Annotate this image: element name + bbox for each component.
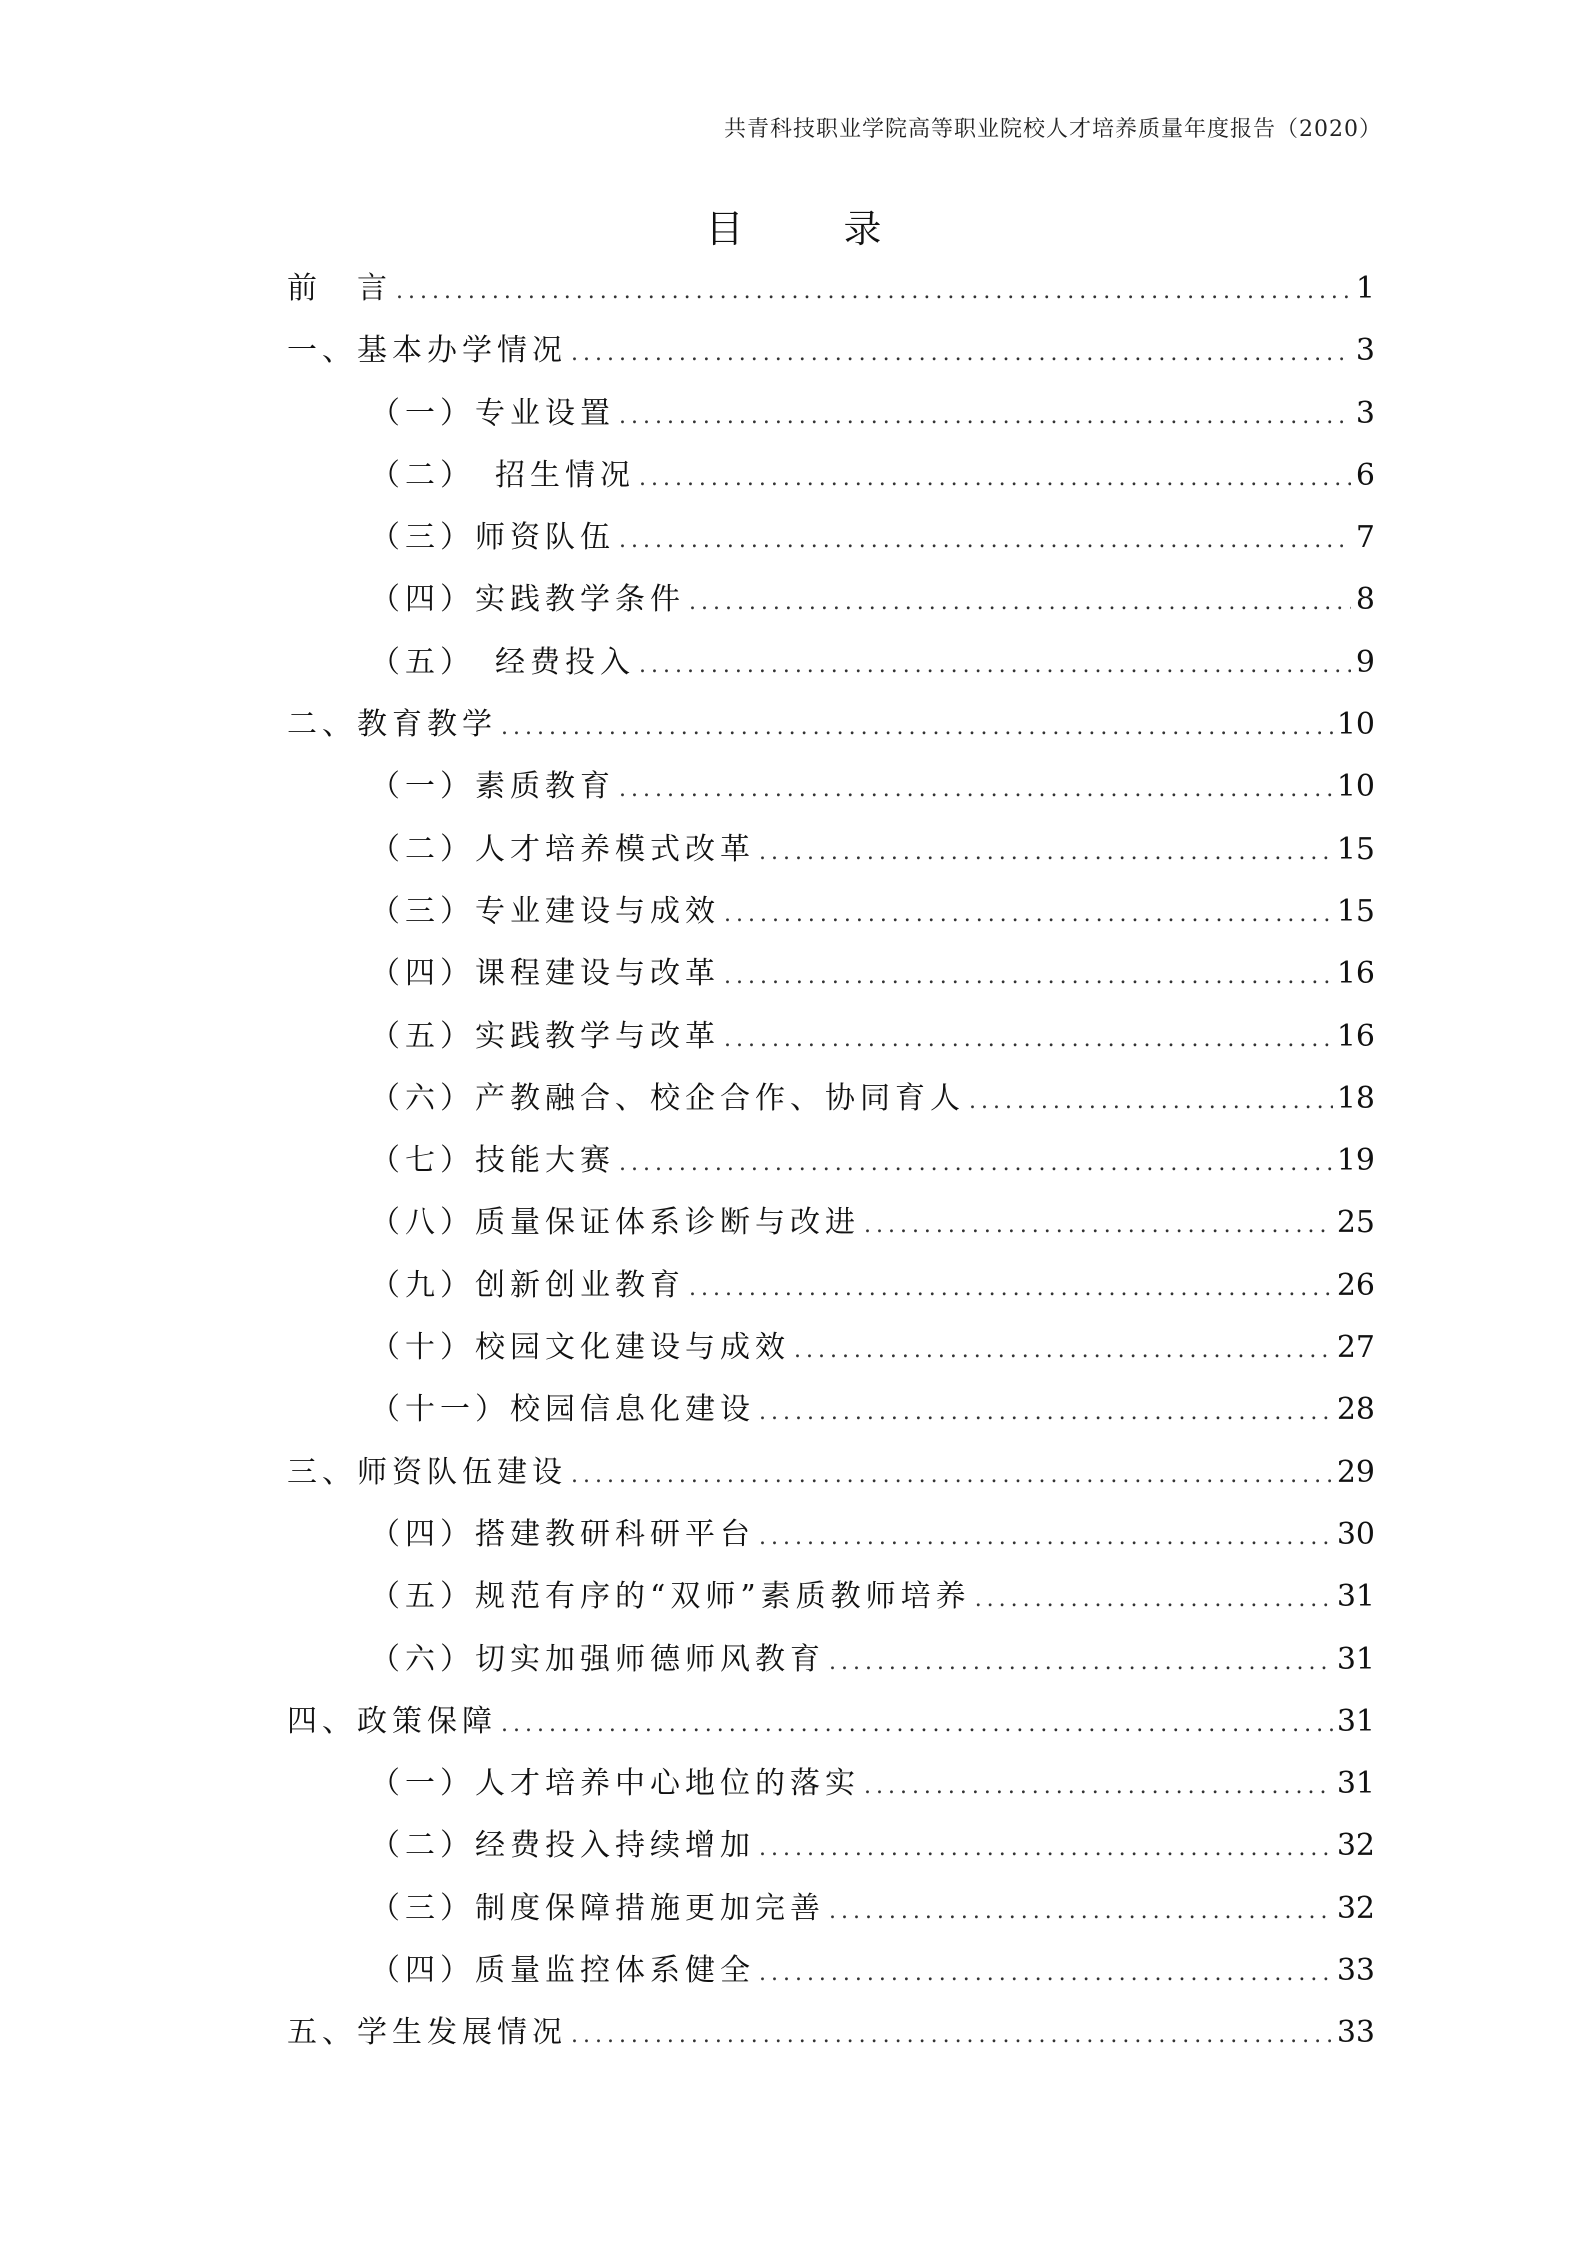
toc-entry-page-number: 27 <box>1336 1330 1375 1366</box>
dot-leader <box>619 510 1351 572</box>
toc-entry-label: （十）校园文化建设与成效 <box>370 1330 790 1366</box>
toc-entry-page-number: 26 <box>1336 1267 1375 1303</box>
toc-entry-page-number: 3 <box>1355 333 1375 369</box>
toc-entry-page-number: 10 <box>1336 769 1375 805</box>
dot-leader <box>724 1009 1333 1071</box>
dot-leader <box>619 759 1333 821</box>
toc-entry[interactable] <box>287 632 1375 694</box>
dot-leader <box>759 822 1333 884</box>
dot-leader <box>501 1694 1333 1756</box>
dot-leader <box>689 1258 1333 1320</box>
toc-entry[interactable] <box>287 1442 1375 1504</box>
toc-entry[interactable] <box>287 1566 1375 1628</box>
toc-entry-label: （二）人才培养模式改革 <box>370 831 755 867</box>
toc-entry-label: 三、师资队伍建设 <box>287 1454 567 1490</box>
toc-entry-page-number: 31 <box>1336 1766 1375 1802</box>
toc-entry-label: （一）专业设置 <box>370 395 615 431</box>
dot-leader <box>975 1569 1333 1631</box>
toc-entry[interactable] <box>287 1753 1375 1815</box>
toc-entry-page-number: 33 <box>1336 1953 1375 1989</box>
toc-entry-page-number: 32 <box>1336 1890 1375 1926</box>
toc-entry[interactable] <box>287 1629 1375 1691</box>
toc-entry-label: （十一）校园信息化建设 <box>370 1392 755 1428</box>
toc-entry-label: （五）实践教学与改革 <box>370 1018 720 1054</box>
toc-entry[interactable] <box>287 507 1375 569</box>
dot-leader <box>829 1632 1333 1694</box>
dot-leader <box>759 1818 1333 1880</box>
dot-leader <box>689 572 1351 634</box>
toc-entry-label: （二） 招生情况 <box>370 457 635 493</box>
toc-entry-label: 二、教育教学 <box>287 707 497 743</box>
dot-leader <box>571 323 1351 385</box>
toc-entry-label: （四）课程建设与改革 <box>370 956 720 992</box>
toc-entry-page-number: 19 <box>1336 1143 1375 1179</box>
toc-entry-label: （四）实践教学条件 <box>370 582 685 618</box>
toc-entry[interactable] <box>287 1130 1375 1192</box>
toc-entry-page-number: 31 <box>1336 1703 1375 1739</box>
toc-entry-label: （五） 经费投入 <box>370 644 635 680</box>
running-header: 共青科技职业学院高等职业院校人才培养质量年度报告（2020） <box>724 117 1382 142</box>
toc-entry-page-number: 33 <box>1336 2015 1375 2051</box>
toc-entry-page-number: 15 <box>1336 893 1375 929</box>
toc-entry[interactable] <box>287 1691 1375 1753</box>
dot-leader <box>501 697 1333 759</box>
dot-leader <box>619 1133 1333 1195</box>
dot-leader <box>639 448 1351 510</box>
dot-leader <box>724 946 1333 1008</box>
toc-entry-page-number: 16 <box>1336 1018 1375 1054</box>
dot-leader <box>759 1507 1333 1569</box>
toc-entry-page-number: 6 <box>1355 457 1375 493</box>
toc-entry-label: （七）技能大赛 <box>370 1143 615 1179</box>
dot-leader <box>969 1071 1333 1133</box>
dot-leader <box>396 261 1351 323</box>
dot-leader <box>829 1881 1333 1943</box>
toc-entry[interactable] <box>287 819 1375 881</box>
dot-leader <box>619 386 1351 448</box>
toc-entry[interactable] <box>287 881 1375 943</box>
toc-entry-label: （四）搭建教研科研平台 <box>370 1516 755 1552</box>
toc-entry-page-number: 1 <box>1355 271 1375 306</box>
toc-entry[interactable] <box>287 1379 1375 1441</box>
toc-entry-page-number: 29 <box>1336 1454 1375 1490</box>
toc-entry-label: 一、基本办学情况 <box>287 333 567 369</box>
toc-entry-page-number: 31 <box>1336 1579 1375 1615</box>
table-of-contents <box>287 258 1375 2065</box>
toc-entry-page-number: 8 <box>1355 582 1375 618</box>
toc-entry-page-number: 15 <box>1336 831 1375 867</box>
toc-entry[interactable] <box>287 1878 1375 1940</box>
toc-entry[interactable] <box>287 383 1375 445</box>
toc-entry-page-number: 9 <box>1355 644 1375 680</box>
toc-entry-page-number: 16 <box>1336 956 1375 992</box>
toc-entry-label: 四、政策保障 <box>287 1703 497 1739</box>
toc-entry[interactable] <box>287 320 1375 382</box>
toc-entry-label: （三）师资队伍 <box>370 520 615 556</box>
dot-leader <box>864 1195 1333 1257</box>
dot-leader <box>794 1320 1333 1382</box>
toc-entry[interactable] <box>287 694 1375 756</box>
toc-entry-label: （一）素质教育 <box>370 769 615 805</box>
dot-leader <box>571 2005 1333 2067</box>
toc-entry[interactable] <box>287 1006 1375 1068</box>
toc-entry-label: （六）产教融合、校企合作、协同育人 <box>370 1080 965 1116</box>
toc-entry-label: 前 言 <box>287 271 392 306</box>
toc-entry-page-number: 3 <box>1355 395 1375 431</box>
toc-entry[interactable] <box>287 2002 1375 2064</box>
toc-entry[interactable] <box>287 258 1375 320</box>
toc-entry[interactable] <box>287 1068 1375 1130</box>
toc-entry-page-number: 18 <box>1336 1080 1375 1116</box>
toc-entry[interactable] <box>287 756 1375 818</box>
toc-entry-page-number: 7 <box>1355 520 1375 556</box>
toc-entry-label: 五、学生发展情况 <box>287 2015 567 2051</box>
toc-entry[interactable] <box>287 1317 1375 1379</box>
toc-entry[interactable] <box>287 569 1375 631</box>
toc-entry-page-number: 25 <box>1336 1205 1375 1241</box>
dot-leader <box>639 635 1351 697</box>
dot-leader <box>759 1382 1333 1444</box>
toc-entry-label: （九）创新创业教育 <box>370 1267 685 1303</box>
toc-entry[interactable] <box>287 943 1375 1005</box>
toc-entry-label: （五）规范有序的“双师”素质教师培养 <box>370 1579 971 1615</box>
toc-entry-page-number: 31 <box>1336 1641 1375 1677</box>
dot-leader <box>724 884 1333 946</box>
toc-entry-label: （六）切实加强师德师风教育 <box>370 1641 825 1677</box>
toc-entry[interactable] <box>287 1192 1375 1254</box>
toc-entry-label: （三）专业建设与成效 <box>370 893 720 929</box>
toc-entry-label: （一）人才培养中心地位的落实 <box>370 1766 860 1802</box>
toc-entry[interactable] <box>287 1504 1375 1566</box>
toc-entry-page-number: 30 <box>1336 1516 1375 1552</box>
toc-entry-page-number: 10 <box>1336 707 1375 743</box>
dot-leader <box>759 1943 1333 2005</box>
toc-entry[interactable] <box>287 1940 1375 2002</box>
toc-entry-page-number: 28 <box>1336 1392 1375 1428</box>
dot-leader <box>864 1756 1333 1818</box>
toc-entry[interactable] <box>287 1255 1375 1317</box>
toc-entry-page-number: 32 <box>1336 1828 1375 1864</box>
toc-entry-label: （四）质量监控体系健全 <box>370 1953 755 1989</box>
toc-entry-label: （二）经费投入持续增加 <box>370 1828 755 1864</box>
toc-entry[interactable] <box>287 445 1375 507</box>
toc-title: 目 录 <box>705 207 926 251</box>
toc-entry-label: （八）质量保证体系诊断与改进 <box>370 1205 860 1241</box>
toc-entry[interactable] <box>287 1815 1375 1877</box>
dot-leader <box>571 1445 1333 1507</box>
toc-entry-label: （三）制度保障措施更加完善 <box>370 1890 825 1926</box>
